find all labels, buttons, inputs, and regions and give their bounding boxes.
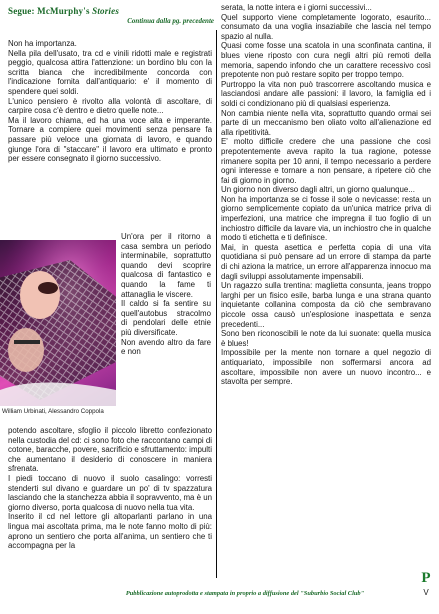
left-column-beside-photo [121,232,211,357]
paragraph: Un giorno non diverso dagli altri, un giorno qualunque... [221,185,415,195]
paragraph: E' molto difficile credere che una passione che così prepotentemente aveva rapito la tua ragione, potesse rimanere sopita per 10 anni, il tempo necessario a perdere ogni interesse e tornare a non pensare, a ripetere ciò che fai di giorno in giorno. [221,137,431,185]
paragraph: Un ragazzo sulla trentina: maglietta consunta, jeans troppo larghi per un fisico esile, barba lunga e una strana quanto inquietante collanina composta da ciò che sembravano piccole ossa causò un'esplosione inaspettata e senza precedenti... [221,281,431,329]
left-column-bottom [8,426,212,551]
paragraph: Non ha importanza se ci fosse il sole o nevicasse: resta un giorno semplicemente copiato da un'unica matrice priva di imperfezioni, una matrice che impregna il tuo foglio di un inchiostro difficile da lavare via, un inchiostro che in qualche modo ti etichetta e ti definisce. [221,194,431,243]
paragraph: Non ha importanza. [8,39,77,48]
publication-note: Pubblicazione autoprodotta e stampata in proprio a diffusione del "Suburbio Social Club" [125,590,365,597]
paragraph: Inserito il cd nel lettore gli altoparlanti parlano in una lingua mai ascoltata prima, ma le note fanno molto di più: aprono un sentiero che porta all'anima, un sentiero che ti accompagna per la [8,512,212,551]
paragraph: I piedi toccano di nuovo il suolo casalingo: vorresti stenderti sul divano e guardare un po' di tv spazzatura lasciando che la stanchezza abbia il sopravvento, ma è un giorno diverso, porta qualcosa di nuovo nella tua vita. [8,473,212,512]
paragraph: serata, la notte intera e i giorni successivi... [221,3,372,12]
paragraph: Nella pila dell'usato, tra cd e vinili ridotti male e registrati peggio, qualcosa attira l'attenzione: un bordino blu con la scritta bianca che incredibilmente concorda con l'indicazione fornita dall'antiquario: e' il momento di spendere quei soldi. [8,48,212,96]
right-column [221,3,431,387]
left-column-top [8,39,212,164]
section-label: Segue: McMurphy's [8,6,90,16]
paragraph: Mai, in questa asettica e perfetta copia di una vita quotidiana si può pensare ad un errore di stampa da parte di chi aziona la matrice, un errore all'apparenza innocuo ma dagli sviluppi assolutamente impensabili. [221,242,431,281]
paragraph: Non avendo altro da fare e non [121,337,211,357]
continuation-note: Continua dalla pg. precedente [127,17,214,25]
paragraph: Quasi come fosse una scatola in una sconfinata cantina, il blues viene riposto con cura negli altri più remoti della memoria, sapendo infondo che un carattere recessivo così prepotente non può restare sopito per troppo tempo. [221,41,431,80]
paragraph: Il caldo si fa sentire su quell'autobus stracolmo di pendolari delle etnie più diversificate. [121,299,211,337]
photo-caption: William Urbinati, Alessandro Coppola [0,406,116,417]
paragraph: Sono ben riconoscibili le note da lui suonate: quella musica è blues! [221,329,431,348]
paragraph: Ma il lavoro chiama, ed ha una voce alta e imperante. Tornare a compiere quei movimenti senza pensare fa passare più veloce una giornata di lavoro, e quando giunge l'ora di "staccare" il lavoro era ultimato e pronto per essere consegnato il giorno successivo. [8,115,212,164]
musicians-photo [0,240,116,416]
paragraph: Un'ora per il ritorno a casa sembra un periodo interminabile, soprattutto quando devi scoprire qualcosa di fantastico e quando la fame ti attanaglia le viscere. [121,232,211,299]
paragraph: Impossibile per la mente non tornare a quel negozio di antiquariato, impossibile non soffermarsi ancora ad ascoltare, impossibile non avere un nuovo incontro... e stavolta per sempre. [221,348,431,387]
paragraph: potendo ascoltare, sfoglio il piccolo libretto confezionato nella custodia del cd: ci sono foto che raccontano campi di cotone, baracche, povere, sacrificio e sfruttamento: impulti che aumentano il desiderio di conoscere in maniera sfrenata. [8,426,212,474]
paragraph: Quel supporto viene completamente logorato, esaurito... consumato da una voglia insaziabile che lascia nel tempo spazio al nulla. [221,12,431,41]
section-header [8,6,119,16]
section-label-italic: Stories [92,6,120,16]
paragraph: Purtroppo la vita non può trascorrere ascoltando musica e lasciandosi andare alle passioni: il lavoro, la famiglia ed i soldi ci condizionano più di qualsiasi esperienza. [221,79,431,108]
paragraph: Non cambia niente nella vita, soprattutto quando ormai sei parte di un meccanismo ben oliato volto all'alienazione ed alla ripetitività. [221,108,431,137]
column-divider [216,30,217,578]
page-number: V [423,588,429,597]
publisher-logo: P [421,570,431,586]
paragraph: L'unico pensiero è rivolto alla volontà di ascoltare, di carpire cosa c'è dentro e dietro quelle note... [8,96,212,116]
